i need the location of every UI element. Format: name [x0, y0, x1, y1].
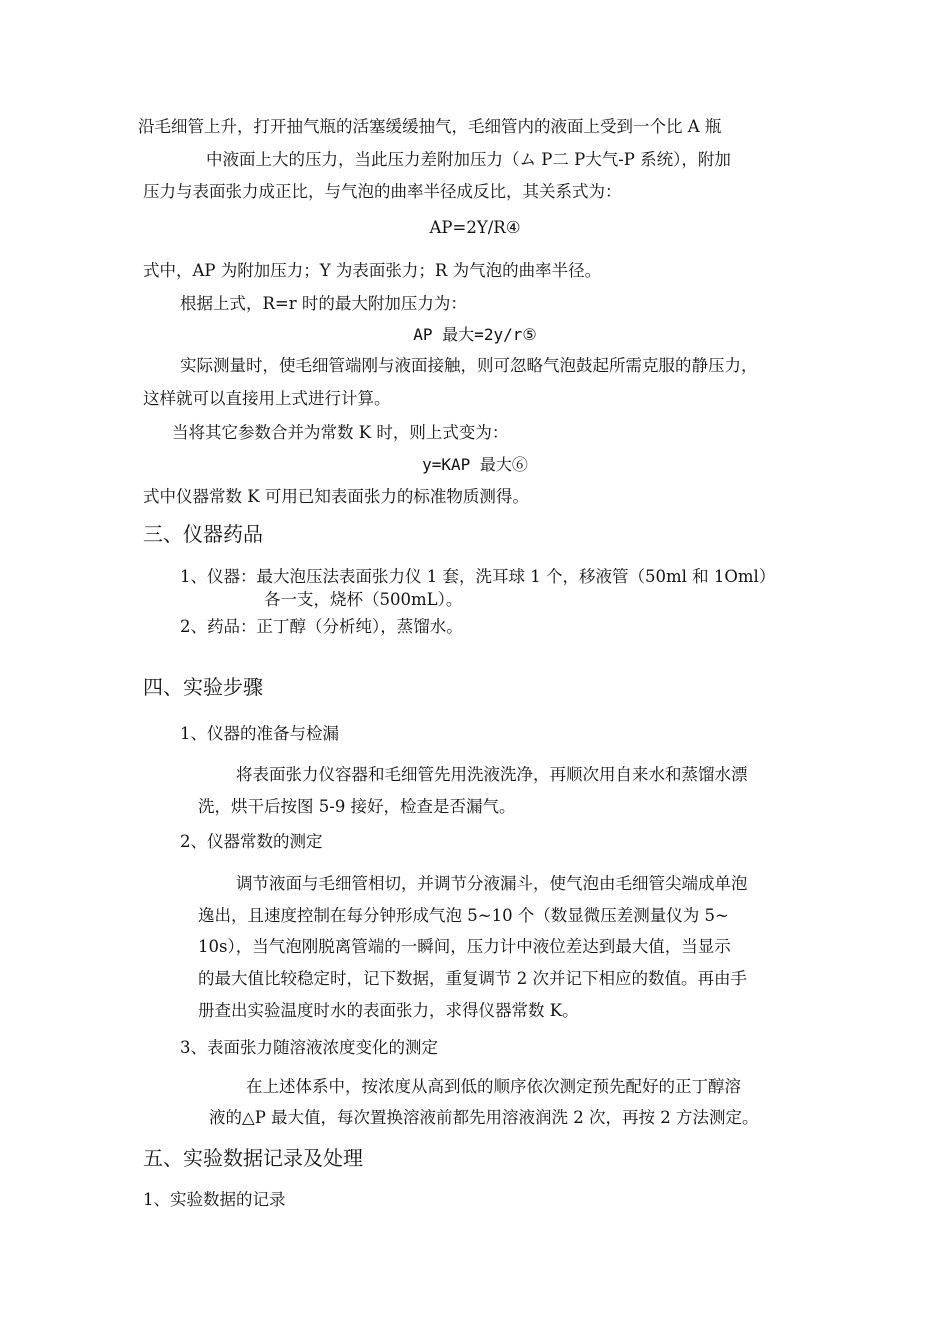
paragraph-line: 的最大值比较稳定时，记下数据，重复调节 2 次并记下相应的数值。再由手 [198, 969, 747, 988]
paragraph-line: 逸出，且速度控制在每分钟形成气泡 5~10 个（数显微压差测量仪为 5~ [198, 906, 729, 925]
paragraph-line: 根据上式，R=r 时的最大附加压力为： [180, 294, 467, 313]
paragraph-line: 中液面上大的压力，当此压力差附加压力（ム P二 P大气-P 系统），附加 [206, 150, 731, 169]
paragraph-line: 将表面张力仪容器和毛细管先用洗液洗净，再顺次用自来水和蒸馏水漂 [236, 765, 748, 784]
section-heading: 五、实验数据记录及处理 [143, 1146, 363, 1170]
subsection-title: 3、表面张力随溶液浓度变化的测定 [180, 1038, 438, 1057]
paragraph-line: 当将其它参数合并为常数 K 时，则上式变为： [172, 423, 509, 442]
list-item: 2、药品：正丁醇（分析纯），蒸馏水。 [180, 617, 463, 636]
paragraph-line: 实际测量时，使毛细管端刚与液面接触，则可忽略气泡鼓起所需克服的静压力， [180, 356, 758, 375]
paragraph-line: 液的△P 最大值，每次置换溶液前都先用溶液润洗 2 次，再按 2 方法测定。 [209, 1108, 759, 1127]
formula-3: y=KAP 最大⑥ [422, 455, 528, 474]
paragraph-line: 压力与表面张力成正比，与气泡的曲率半径成反比，其关系式为： [143, 182, 622, 201]
paragraph-line: 沿毛细管上升，打开抽气瓶的活塞缓缓抽气，毛细管内的液面上受到一个比 A 瓶 [138, 117, 722, 136]
list-item-continuation: 各一支，烧杯（500mL）。 [264, 590, 463, 609]
section-heading: 三、仪器药品 [143, 522, 263, 546]
paragraph-line: 调节液面与毛细管相切，并调节分液漏斗，使气泡由毛细管尖端成单泡 [236, 874, 748, 893]
paragraph-line: 在上述体系中，按浓度从高到低的顺序依次测定预先配好的正丁醇溶 [246, 1077, 741, 1096]
subsection-title: 1、仪器的准备与检漏 [180, 724, 339, 743]
section-heading: 四、实验步骤 [143, 675, 263, 699]
paragraph-line: 式中仪器常数 K 可用已知表面张力的标准物质测得。 [143, 487, 529, 506]
subsection-title: 1、实验数据的记录 [143, 1190, 286, 1209]
paragraph-line: 册查出实验温度时水的表面张力，求得仪器常数 K。 [198, 1001, 579, 1020]
subsection-title: 2、仪器常数的测定 [180, 832, 323, 851]
paragraph-line: 10s），当气泡刚脱离管端的一瞬间，压力计中液位差达到最大值，当显示 [198, 937, 731, 956]
formula-2: AP 最大=2y/r⑤ [413, 325, 537, 344]
formula-1: AP=2Y/R④ [429, 218, 521, 237]
paragraph-line: 式中，AP 为附加压力；Y 为表面张力；R 为气泡的曲率半径。 [143, 261, 602, 280]
paragraph-line: 洗，烘干后按图 5-9 接好，检查是否漏气。 [198, 797, 516, 816]
list-item: 1、仪器：最大泡压法表面张力仪 1 套，洗耳球 1 个，移液管（50ml 和 1Oml） [180, 567, 776, 586]
paragraph-line: 这样就可以直接用上式进行计算。 [143, 389, 391, 408]
